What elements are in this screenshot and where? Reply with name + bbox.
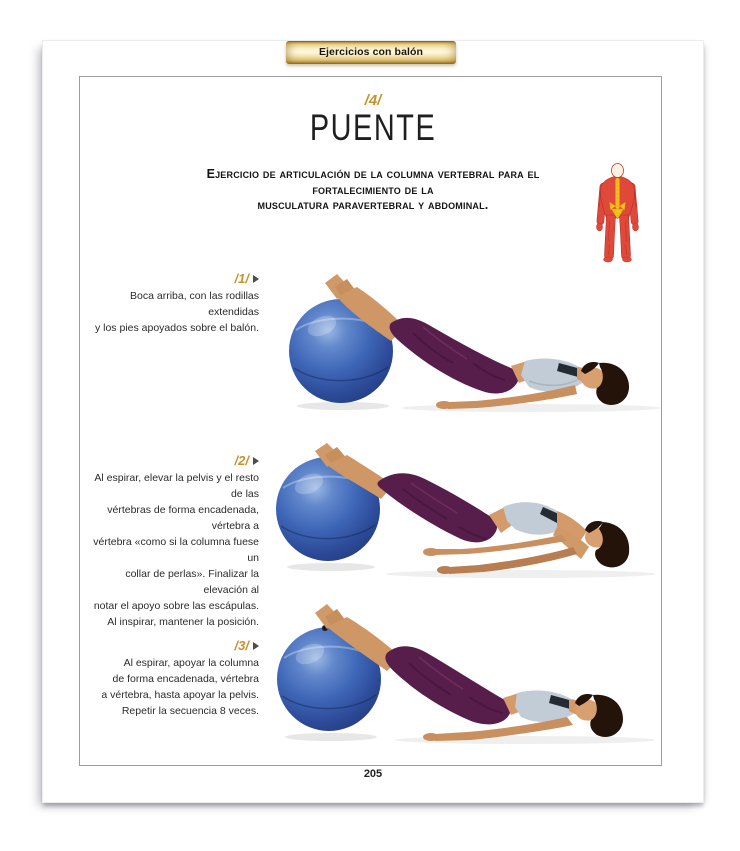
step-arrow-icon xyxy=(253,642,259,650)
step-arrow-icon xyxy=(253,457,259,465)
photo-step-3-return-position xyxy=(263,601,661,746)
anatomy-head xyxy=(612,164,624,178)
step-3-line: de forma encadenada, vértebra xyxy=(112,673,259,685)
step-1-line: y los pies apoyados sobre el balón. xyxy=(94,322,259,334)
exercise-number: /4/ xyxy=(364,92,382,109)
page-title-text: PUENTE xyxy=(309,107,437,148)
book-page xyxy=(42,40,704,803)
step-2-line: vértebras de forma encadenada, vértebra a xyxy=(107,504,259,532)
description-line-2: musculatura paravertebral y abdominal. xyxy=(257,198,489,212)
step-3-line: Repetir la secuencia 8 veces. xyxy=(121,705,259,717)
page-number: 205 xyxy=(363,768,383,780)
step-1-line: Boca arriba, con las rodillas extendidas xyxy=(130,290,259,318)
step-3-instructions xyxy=(83,639,259,719)
step-2-line: vértebra «como si la columna fuese un xyxy=(93,536,259,564)
step-2-instructions xyxy=(83,454,259,630)
step-2-line: Al inspirar, mantener la posición. xyxy=(107,616,259,628)
step-3-marker: /3/ xyxy=(83,639,259,653)
floor-shadow xyxy=(386,570,656,578)
step-2-line: Al espirar, elevar la pelvis y el resto de las xyxy=(94,472,259,500)
exercise-description xyxy=(163,167,583,214)
step-1-marker: /1/ xyxy=(83,272,259,286)
chapter-tab-label: Ejercicios con balón xyxy=(318,46,424,58)
step-1-instructions xyxy=(83,272,259,336)
step-3-line: Al espirar, apoyar la columna xyxy=(123,657,259,669)
step-arrow-icon xyxy=(253,275,259,283)
step-2-line: collar de perlas». Finalizar la elevación al xyxy=(125,568,259,596)
step-3-line: a vértebra, hasta apoyar la pelvis. xyxy=(101,689,259,701)
ball-shadow xyxy=(285,733,377,741)
ball-shadow xyxy=(297,402,389,410)
anatomy-back-muscles-icon xyxy=(589,163,646,263)
step-2-marker: /2/ xyxy=(83,454,259,468)
chapter-tab xyxy=(286,41,456,64)
description-line-1: Ejercicio de articulación de la columna vertebral para el fortalecimiento de la xyxy=(206,167,540,197)
photo-step-1-start-position xyxy=(263,271,661,413)
step-2-line: notar el apoyo sobre las escápulas. xyxy=(93,600,259,612)
ball-shadow xyxy=(287,563,375,571)
photo-step-2-pelvis-raised xyxy=(263,441,661,591)
page-title xyxy=(43,105,703,151)
